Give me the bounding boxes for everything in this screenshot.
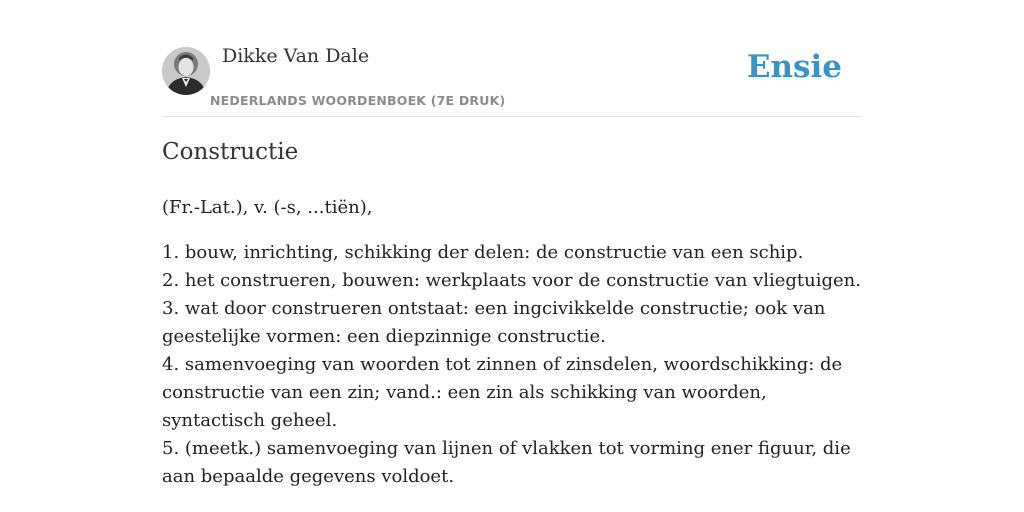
entry-card [162,0,862,512]
definition-item: 4. samenvoeging van woorden tot zinnen of zinsdelen, woordschikking: de constructie van een zin; vand.: een zin als schikking van woorden, syntactisch geheel. [162,354,843,431]
brand-logo[interactable]: Ensie [746,49,842,85]
grammar-info: (Fr.-Lat.), v. (-s, ...tiën), [162,197,373,218]
entry-title: Constructie [162,139,299,165]
author-portrait-icon [162,47,210,95]
author-name[interactable]: Dikke Van Dale [222,45,370,67]
definition-item: 1. bouw, inrichting, schikking der delen: de constructie van een schip. [162,242,804,263]
definition-item: 3. wat door construeren ontstaat: een ingcivikkelde constructie; ook van geestelijke vormen: een diepzinnige constructie. [162,298,826,347]
definition-list [162,239,862,491]
author-avatar[interactable] [162,47,210,95]
entry-header [162,0,862,117]
definition-item: 5. (meetk.) samenvoeging van lijnen of vlakken tot vorming ener figuur, die aan bepaalde gegevens voldoet. [162,438,851,487]
definition-item: 2. het construeren, bouwen: werkplaats voor de constructie van vliegtuigen. [162,270,861,291]
dictionary-source: NEDERLANDS WOORDENBOEK (7E DRUK) [210,93,506,108]
